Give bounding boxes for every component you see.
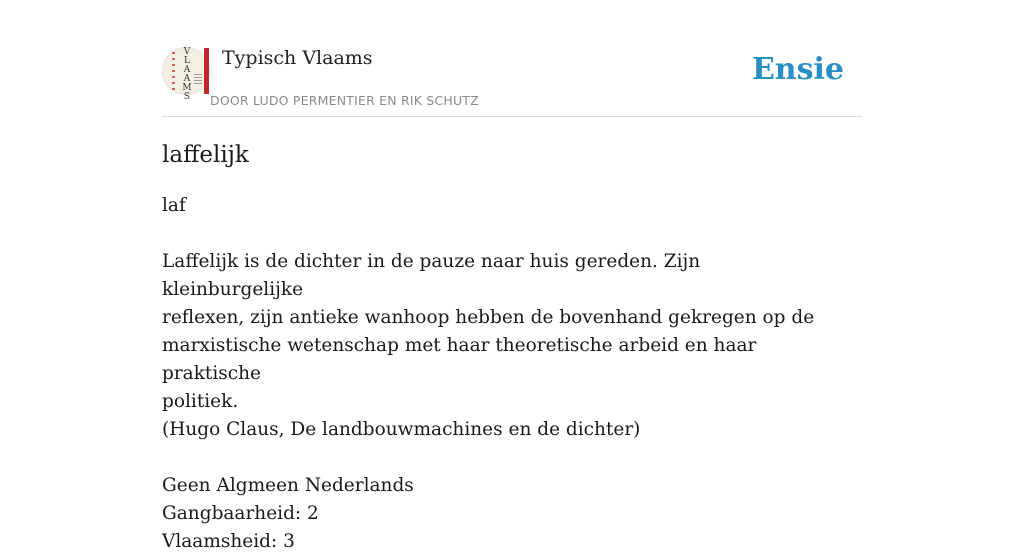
logo-side-ornament (172, 52, 175, 90)
entry-body (162, 192, 822, 556)
ensie-brand-link[interactable]: Ensie (751, 52, 844, 87)
quote-source: (Hugo Claus, De landbouwmachines en de dichter) (162, 419, 641, 440)
logo-text-lines (194, 74, 202, 84)
vlaamsheid-rating: Vlaamsheid: 3 (162, 531, 295, 552)
logo-red-stripe (204, 48, 209, 94)
site-header (162, 44, 862, 117)
spacer (162, 220, 822, 248)
spacer (162, 444, 822, 472)
blog-byline: DOOR LUDO PERMENTIER EN RIK SCHUTZ (210, 93, 479, 108)
blog-title-link[interactable]: Typisch Vlaams (222, 47, 373, 69)
blog-logo-icon[interactable] (162, 47, 210, 102)
quote-line: Laffelijk is de dichter in de pauze naar huis gereden. Zijn kleinburgelijke (162, 251, 701, 300)
entry-title: laffelijk (162, 142, 249, 168)
entry-definition: laf (162, 195, 186, 216)
quote-line: reflexen, zijn antieke wanhoop hebben de bovenhand gekregen op de (162, 307, 815, 328)
standard-language-status: Geen Algmeen Nederlands (162, 475, 414, 496)
entry-quote (162, 248, 822, 416)
logo-lettering: V L A A M S (182, 47, 192, 102)
quote-line: politiek. (162, 391, 239, 412)
quote-line: marxistische wetenschap met haar theoretische arbeid en haar praktische (162, 335, 757, 384)
gangbaarheid-rating: Gangbaarheid: 2 (162, 503, 319, 524)
